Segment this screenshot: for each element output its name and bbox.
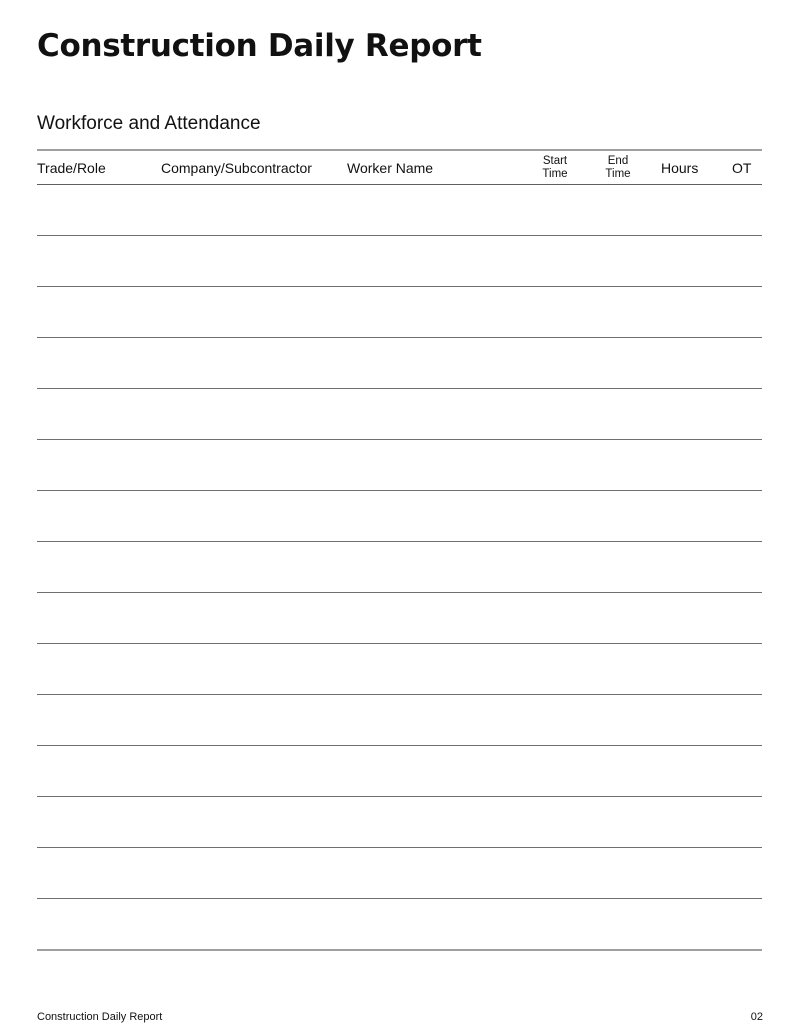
table-row[interactable] bbox=[37, 236, 762, 287]
column-header-trade-role: Trade/Role bbox=[37, 159, 106, 176]
table-header bbox=[37, 149, 762, 185]
column-header-start-time: Start Time bbox=[542, 154, 568, 180]
workforce-table bbox=[37, 149, 762, 951]
table-row[interactable] bbox=[37, 491, 762, 542]
column-header-company: Company/Subcontractor bbox=[161, 159, 312, 176]
table-row[interactable] bbox=[37, 593, 762, 644]
column-header-worker-name: Worker Name bbox=[347, 159, 434, 176]
page-title: Construction Daily Report bbox=[37, 28, 482, 64]
table-row[interactable] bbox=[37, 338, 762, 389]
footer-document-title: Construction Daily Report bbox=[37, 1011, 163, 1023]
column-header-hours: Hours bbox=[661, 159, 699, 176]
table-row[interactable] bbox=[37, 848, 762, 899]
table-row[interactable] bbox=[37, 797, 762, 848]
table-row[interactable] bbox=[37, 644, 762, 695]
table-body bbox=[37, 185, 762, 951]
table-row[interactable] bbox=[37, 389, 762, 440]
table-row[interactable] bbox=[37, 899, 762, 951]
section-title: Workforce and Attendance bbox=[37, 113, 261, 134]
table-row[interactable] bbox=[37, 440, 762, 491]
column-header-ot: OT bbox=[732, 159, 752, 176]
footer-page-number: 02 bbox=[750, 1011, 763, 1023]
table-row[interactable] bbox=[37, 185, 762, 236]
column-header-end-time: End Time bbox=[605, 154, 631, 180]
table-row[interactable] bbox=[37, 746, 762, 797]
table-row[interactable] bbox=[37, 287, 762, 338]
table-row[interactable] bbox=[37, 695, 762, 746]
table-row[interactable] bbox=[37, 542, 762, 593]
